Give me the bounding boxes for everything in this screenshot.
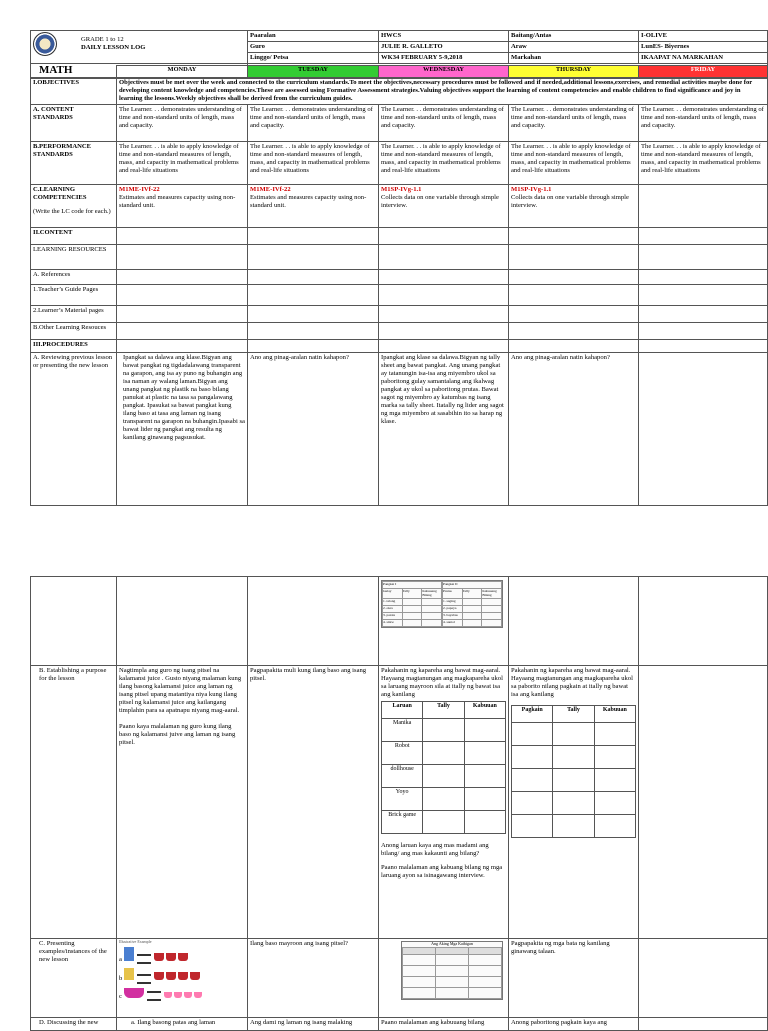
toys-row: Manika <box>382 719 423 742</box>
day-wednesday: WEDNESDAY <box>379 66 509 78</box>
proc-b-wed-q1: Anong laruan kaya ang mas madami ang bilang/ ang mas kakaunti ang bilang? <box>381 842 489 858</box>
toys-row: Yoyo <box>382 788 423 811</box>
lm-label: 2.Learner’s Material pages <box>31 305 117 322</box>
toys-col-header: Tally <box>423 702 464 719</box>
lesson-log-page-1 <box>30 30 767 506</box>
teacher-value: JULIE R. GALLETO <box>379 42 509 53</box>
quarter-label: Markahan <box>509 53 639 64</box>
toys-tally-table <box>381 701 506 834</box>
food-tally-table <box>511 705 636 838</box>
proc-a-label <box>31 352 117 505</box>
tally-sheet-image <box>381 580 503 628</box>
subject-title: MATH <box>39 64 73 77</box>
content-standards-fri: The Learner. . . demonstrates understanding of time and non-standard units of length, mass and capacity. <box>639 104 768 141</box>
lc-text-mon: Estimates and measures capacity using non-standard unit. <box>119 193 236 209</box>
group1-title: Pangkat I <box>383 582 442 589</box>
proc-a-tue: Ano ang pinag-aralan natin kahapon? <box>248 352 379 505</box>
proc-b-wed: Pakahanin ng kapareha ang bawat mag-aaral. Hayaang magtanungan ang magkapareha ukol sa laruang mayroon sila at itally ng bawat isa ang kanilang <box>381 667 503 699</box>
food-col-header: Kabuuan <box>594 706 635 723</box>
proc-c-thu: Pagpapakita ng mga bata ng kanilang ginawang talaan. <box>509 939 639 1018</box>
toys-col-header: Kabuuan <box>464 702 505 719</box>
proc-a-thu: Ano ang pinag-aralan natin kahapon? <box>509 352 639 505</box>
day-monday: MONDAY <box>117 66 248 78</box>
objectives-text: Objectives must be met over the week and connected to the curriculum standards.To meet the objectives,necessary procedures must be followed and if needed,additional lessons,exercises, and remedial activities maybe done for developing content knowledge and competencies.These are assessed using Formative Assessment strategies.Valuing objectives support the learning of content competencies and enable children to find significance and joy in learning the lessons.Weekly objectives shall be derived from the curriculum guides. <box>117 77 768 104</box>
content-standards-mon: The Learner. . . demonstrates understanding of time and non-standard units of length, mass and capacity. <box>117 104 248 141</box>
group1-col: Kabuuang Bilang <box>422 589 442 599</box>
performance-standards-mon: The Learner. . . is able to apply knowledge of time and non-standard measures of length, mass, and capacity in mathematical problems and real-life situations <box>117 141 248 184</box>
toys-col-header: Laruan <box>382 702 423 719</box>
proc-b-mon-p2: Paano kaya malalaman ng guro kung ilang baso ng kalamansi juive ang laman ng isang pitsel. <box>119 723 236 747</box>
area-label: Araw <box>509 42 639 53</box>
quarter-value: IKAAPAT NA MARKAHAN <box>639 53 768 64</box>
toys-row: dollhouse <box>382 765 423 788</box>
lc-text-wed: Collects data on one variable through simple interview. <box>381 193 499 209</box>
lesson-log-page-2 <box>30 576 767 1031</box>
proc-b-label: B. Establishing a purpose for the lesson <box>31 666 117 939</box>
performance-standards-thu: The Learner. . . is able to apply knowledge of time and non-standard measures of length, mass, and capacity in mathematical problems and real-life situations <box>509 141 639 184</box>
food-col-header: Pagkain <box>512 706 553 723</box>
proc-d-tue: Ang dami ng laman ng isang malaking <box>248 1018 379 1031</box>
log-title: DAILY LESSON LOG <box>81 44 146 51</box>
procedures-label: III.PROCEDURES <box>31 339 117 352</box>
content-label: II.CONTENT <box>31 227 117 244</box>
proc-b-wed-q2: Paano malalaman ang kabuang bilang ng mga laruang ayon sa isinagawang interview. <box>381 864 503 880</box>
proc-d-mon: a. Ilang basong patas ang laman <box>117 1018 248 1031</box>
objectives-label: I.OBJECTIVES <box>31 77 117 104</box>
proc-d-thu: Anong paboritong pagkain kaya ang <box>509 1018 639 1031</box>
lc-code-tue: M1ME-IVf-22 <box>250 185 291 193</box>
performance-standards-tue: The Learner. . . is able to apply knowledge of time and non-standard measures of length, mass, and capacity in mathematical problems and real-life situations <box>248 141 379 184</box>
content-standards-label: A. CONTENT STANDARDS <box>31 104 117 141</box>
illustration-caption: Illustrative Example <box>119 939 152 944</box>
group2-row: 2. papaya <box>443 605 463 612</box>
proc-b-mon-p1: Nagtimpla ang guro ng isang pitsel na kalamansi juice . Gusto niyang malaman kung ilang basong kalamansi juice ang laman ng isang pitsel upang matantiya niya kung ilang pitsel ng kalamansi juice ang kailangang timplahin para sa apatnapu niyang mag-aaral. <box>119 667 242 715</box>
grade-level-value: I-OLIVE <box>639 31 768 42</box>
measuring-cups-image: Illustrative Example a b c <box>119 940 245 1015</box>
content-standards-wed: The Learner. . . demonstrates understanding of time and non-standard units of length, mass and capacity. <box>379 104 509 141</box>
toys-row: Robot <box>382 742 423 765</box>
group2-col: Kabuuang Bilang <box>482 589 502 599</box>
dates-value: WK34 FEBRUARY 5-9,2018 <box>379 53 509 64</box>
competencies-label: C.LEARNING COMPETENCIES <box>33 185 87 201</box>
group1-col: Gulay <box>383 589 403 599</box>
group1-row: 4. sitaw <box>383 619 403 626</box>
lc-text-thu: Collects data on one variable through simple interview. <box>511 193 629 209</box>
competencies-sub: (Write the LC code for each.) <box>33 207 111 215</box>
day-tuesday: TUESDAY <box>248 66 379 78</box>
lesson-table-continued <box>30 576 768 1031</box>
group2-row: 1. saging <box>443 598 463 605</box>
proc-a-wed: Ipangkat ang klase sa dalawa.Bigyan ng tally sheet ang bawat pangkat. Ang unang pangkat ay tatanungin isa-isa ang miyembro ukol sa paboritong gulay samantalang ang ikalwag pangkat ay ukol sa paboritong prutas. Bawat sagot ng miyembro ay katumbas ng isang marka sa tally sheet. Itatally ng lider ang sagot ng mga miyembro at sasabihin ito sa harap ng klase. <box>379 352 509 505</box>
content-standards-thu: The Learner. . . demonstrates understanding of time and non-standard units of length, mass and capacity. <box>509 104 639 141</box>
lesson-table <box>30 65 768 506</box>
friends-chart-image <box>401 941 503 1000</box>
learning-resources-label: LEARNING RESOURCES <box>31 244 117 269</box>
area-value: LunES- Biyernes <box>639 42 768 53</box>
group2-row: 4. santol <box>443 619 463 626</box>
proc-b-thu: Pakahanin ng kapareha ang bawat mag-aaral. Hayaang magtanungan ang magkapareha ukol sa paborito nilang pagkain at itally ng bawat isa ang kanilang <box>511 667 633 699</box>
lc-code-mon: M1ME-IVf-22 <box>119 185 160 193</box>
grade-level-label: Baitang/Antas <box>509 31 639 42</box>
proc-d-label: D. Discussing the new <box>31 1018 117 1031</box>
teacher-label: Guro <box>248 42 379 53</box>
friends-chart-title: Ang Aking Mga Kaibigan <box>431 941 473 946</box>
school-value: HWCS <box>379 31 509 42</box>
performance-standards-label: B.PERFORMANCE STANDARDS <box>31 141 117 184</box>
content-standards-tue: The Learner. . . demonstrates understanding of time and non-standard units of length, mass and capacity. <box>248 104 379 141</box>
proc-a-label-text: A. Reviewing previous lesson or presenting the new lesson <box>33 353 113 369</box>
performance-standards-wed: The Learner. . . is able to apply knowledge of time and non-standard measures of length, mass, and capacity in mathematical problems and real-life situations <box>379 141 509 184</box>
school-label: Paaralan <box>248 31 379 42</box>
other-resources-label: B.Other Learning Resouces <box>31 322 117 339</box>
tg-label: 1.Teacher’s Guide Pages <box>31 284 117 305</box>
group2-col: Prutas <box>443 589 463 599</box>
group2-title: Pangkat II <box>443 582 502 589</box>
proc-b-tue: Pagpapakita muli kung ilang baso ang isang pitsel. <box>248 666 379 939</box>
proc-c-label: C. Presenting examples/instances of the new lesson <box>31 939 117 1018</box>
lc-code-wed: M1SP-IVg-1.1 <box>381 185 422 193</box>
deped-seal-icon <box>33 32 57 56</box>
group2-row: 3. bayabas <box>443 612 463 619</box>
group1-row: 2. okra <box>383 605 403 612</box>
performance-standards-fri: The Learner. . . is able to apply knowledge of time and non-standard measures of length, mass, and capacity in mathematical problems and real-life situations <box>639 141 768 184</box>
references-label: A. References <box>31 269 117 284</box>
food-col-header: Tally <box>553 706 594 723</box>
dates-label: Linggo/ Petsa <box>248 53 379 64</box>
proc-d-wed: Paano malalaman ang kabuuang bilang <box>379 1018 509 1031</box>
group1-col: Tally <box>402 589 422 599</box>
group1-row: 3. patola <box>383 612 403 619</box>
lc-text-tue: Estimates and measures capacity using non-standard unit. <box>250 193 367 209</box>
group2-col: Tally <box>462 589 482 599</box>
proc-a-mon: Ipangkat sa dalawa ang klase.Bigyan ang bawat pangkat ng tigdadalawang transparent na garapon, ang isa ay puno ng buhangin ang isa naman ay walang laman.Bigyan ang unang pangkat ng plastik na baso bilang panukat at plastic na tasa sa pangalawang pangkat. Ipasukat sa bawat pangkat kung ilang baso at tasa ang laman ng isang transparent na garapon na buhangin.Ipasabi sa bawat lider ng pangkat ang resulta ng kanilang ginawang pagsusukat. <box>117 352 248 505</box>
toys-row: Brick game <box>382 811 423 834</box>
proc-c-tue: Ilang baso mayroon ang isang pitsel? <box>248 939 379 1018</box>
lc-code-thu: M1SP-IVg-1.1 <box>511 185 552 193</box>
day-friday: FRIDAY <box>639 66 768 78</box>
grade-range: GRADE 1 to 12 <box>81 35 124 43</box>
day-thursday: THURSDAY <box>509 66 639 78</box>
group1-row: 1. talong <box>383 598 403 605</box>
